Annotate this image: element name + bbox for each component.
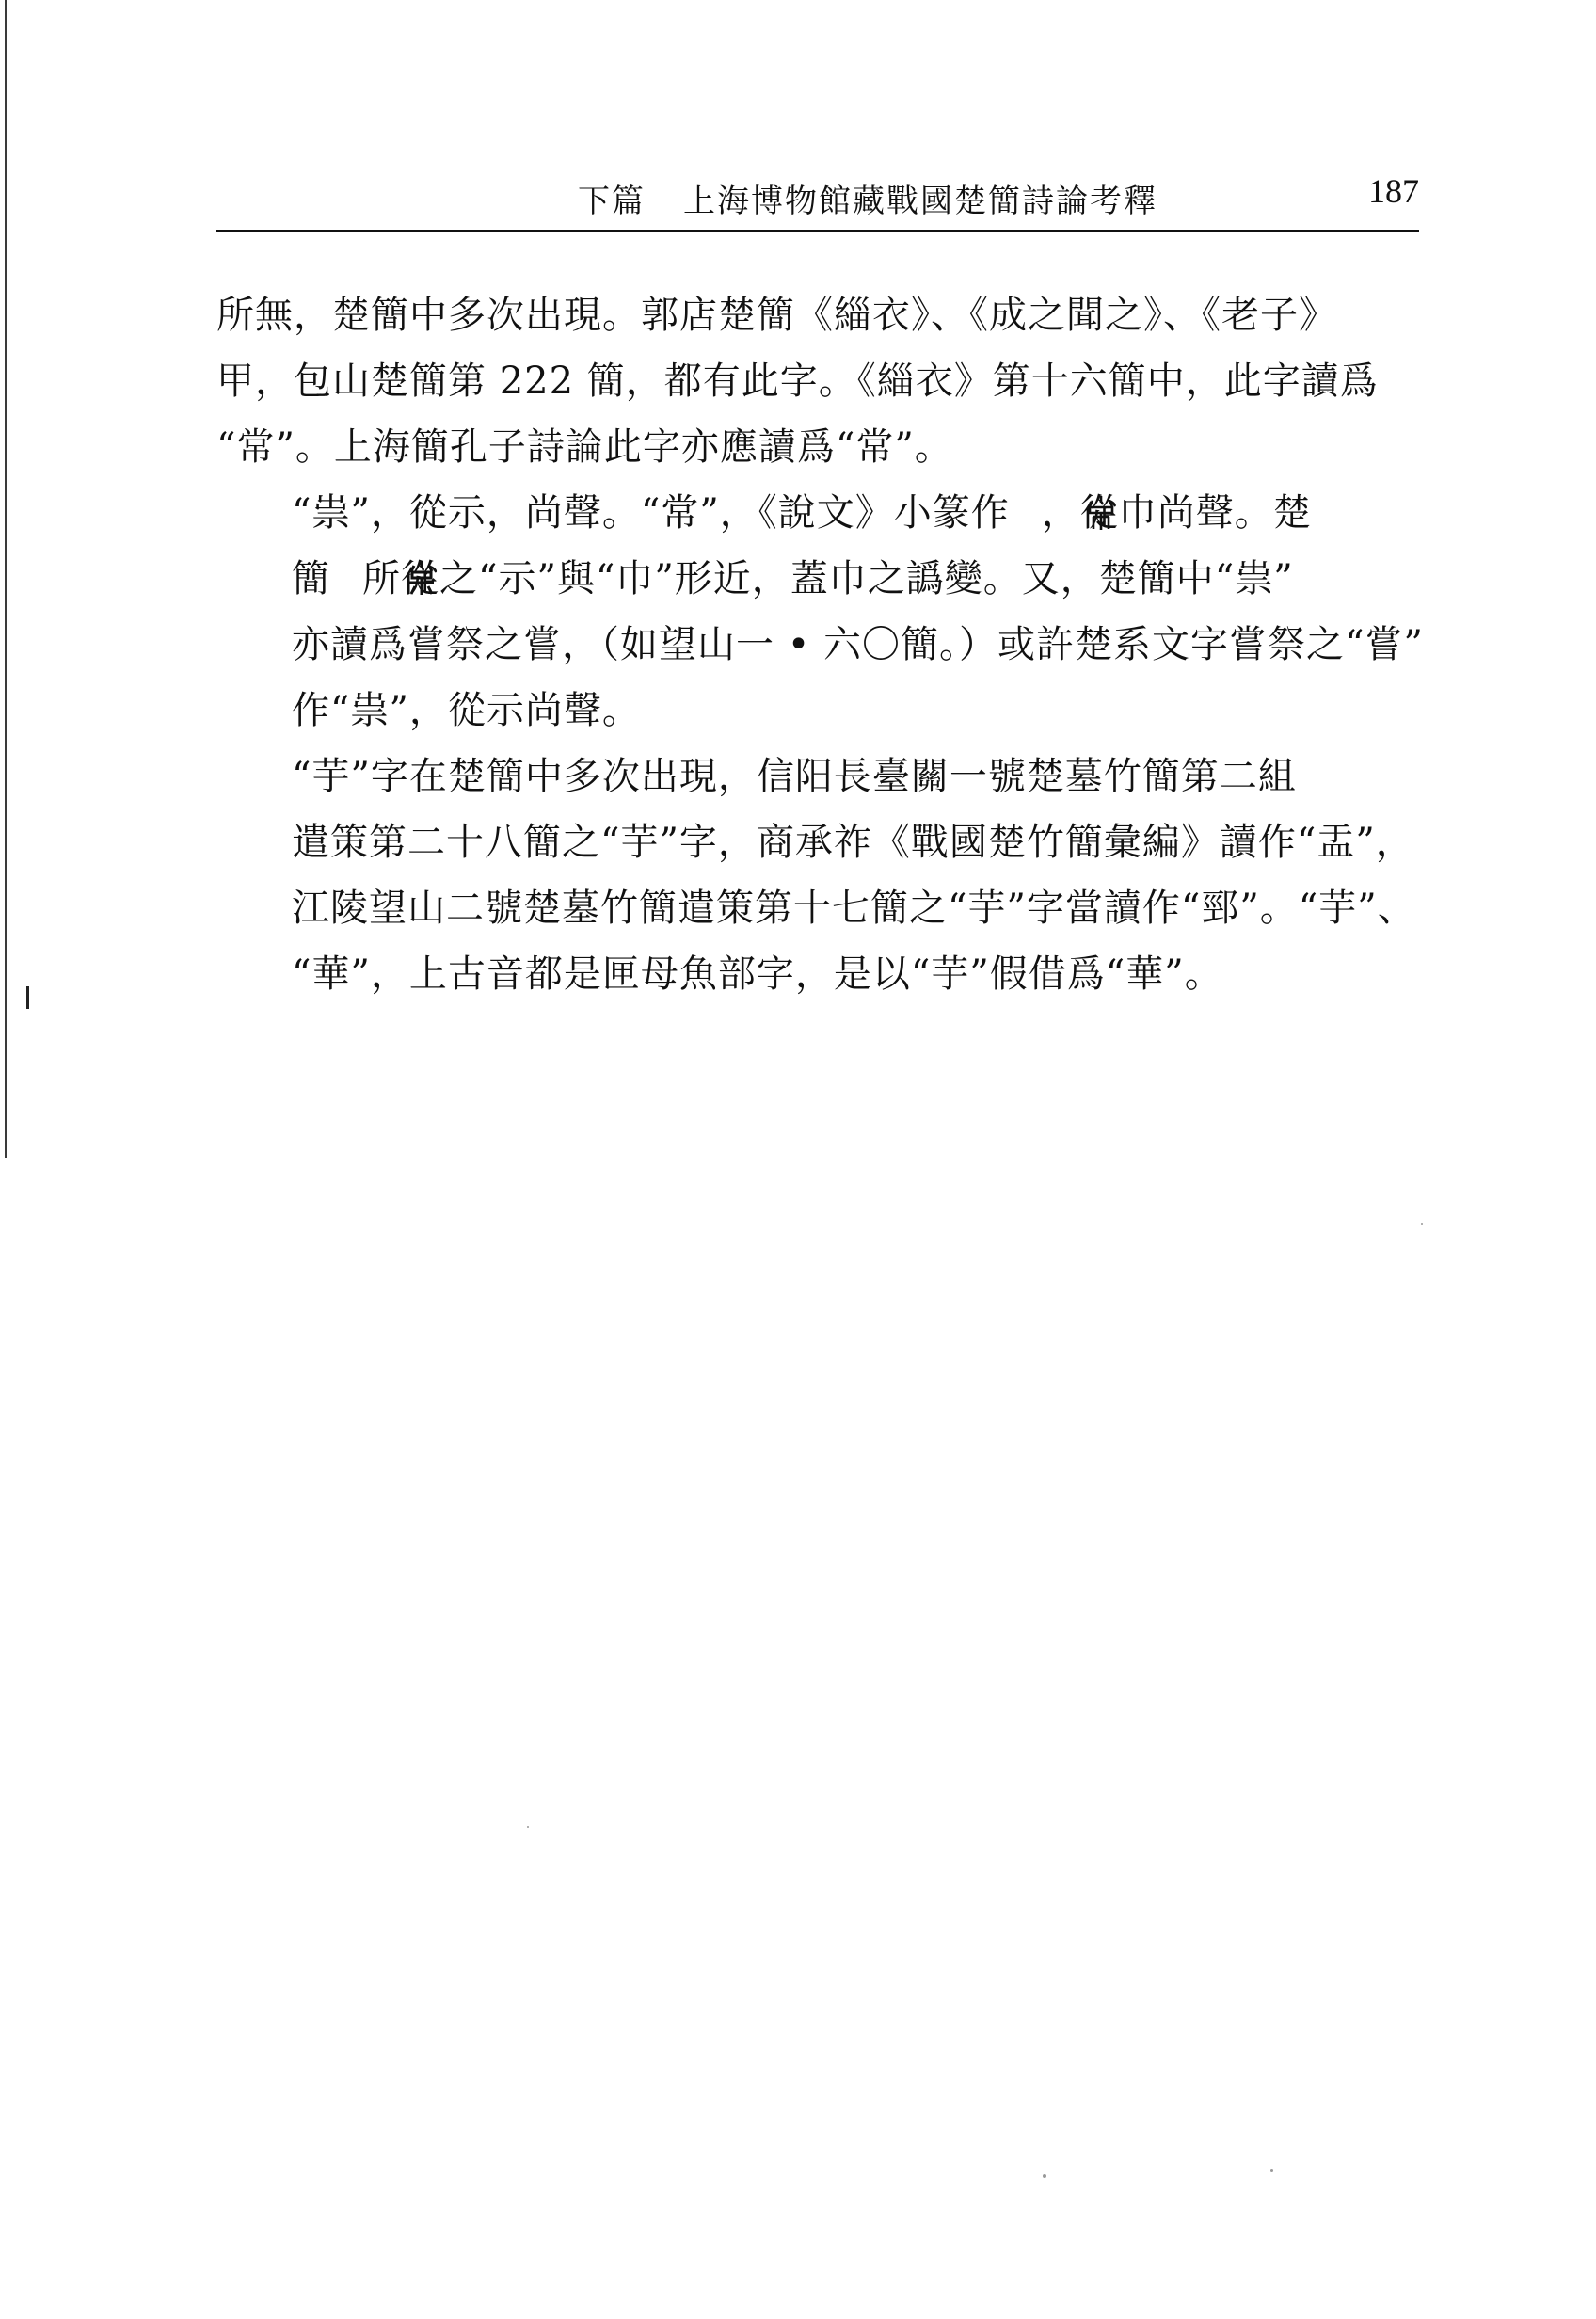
scan-speck: [1421, 1223, 1423, 1225]
scan-speck: [1043, 2174, 1046, 2178]
text-line: [216, 480, 1430, 546]
text-line: 作“祟”，從示尚聲。: [292, 689, 641, 732]
text-line: 江陵望山二號楚墓竹簡遣策第十七簡之“芋”字當讀作“䣆”。“芋”、: [292, 887, 1416, 930]
paragraph-3: [216, 744, 1430, 1007]
paragraph-1: [216, 282, 1430, 480]
text-segment: “祟”，從示，尚聲。“常”，《說文》小篆作: [292, 491, 1010, 535]
text-line: 甲，包山楚簡第 222 簡，都有此字。《緇衣》第十六簡中，此字讀爲: [216, 360, 1379, 403]
text-segment: ，從巾尚聲。楚: [1041, 491, 1312, 535]
header-title: 上海博物館藏戰國楚簡詩論考釋: [683, 183, 1157, 220]
scan-mark: [26, 986, 29, 1009]
header-rule: [216, 230, 1419, 232]
running-head: [216, 175, 1157, 221]
text-line: 遣策第二十八簡之“芋”字，商承祚《戰國楚竹簡彙編》讀作“盂”，: [292, 821, 1414, 864]
chu-script-glyph-icon: [330, 552, 362, 589]
paragraph-2: [216, 480, 1430, 744]
scan-speck: [1270, 2169, 1273, 2172]
text-line: “芋”字在楚簡中多次出現，信阳長臺關一號楚墓竹簡第二組: [292, 755, 1297, 798]
body-text: [216, 282, 1430, 1007]
text-segment: 簡: [292, 557, 330, 600]
header-section: 下篇: [578, 183, 646, 220]
text-line: “常”。上海簡孔子詩論此字亦應讀爲“常”。: [216, 425, 953, 469]
text-line: “華”，上古音都是匣母魚部字，是以“芋”假借爲“華”。: [292, 952, 1223, 996]
text-segment: 所從之“示”與“巾”形近，蓋巾之譌變。又，楚簡中“祟”: [362, 557, 1294, 600]
text-line: 所無，楚簡中多次出現。郭店楚簡《緇衣》、《成之聞之》、《老子》: [216, 294, 1337, 337]
text-line: [216, 546, 1430, 612]
scan-edge-line: [5, 0, 7, 1158]
seal-script-chang-glyph-icon: [1010, 486, 1042, 523]
text-line: 亦讀爲嘗祭之嘗，（如望山一 • 六〇簡。）或許楚系文字嘗祭之“嘗”: [292, 623, 1424, 666]
page-number: 187: [1368, 172, 1419, 210]
scan-speck: [527, 1826, 529, 1828]
page-header: [216, 160, 1419, 235]
